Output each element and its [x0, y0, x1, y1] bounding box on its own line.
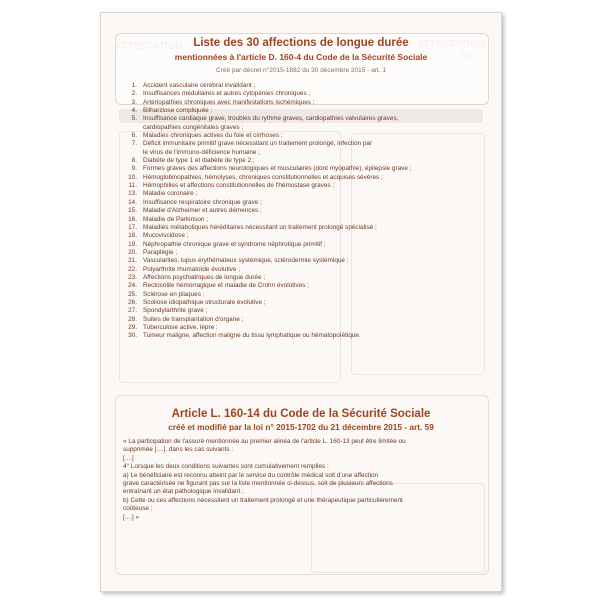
- list-item: [123, 307, 491, 315]
- list-item: [123, 224, 491, 232]
- list-item-text: Rectocolite hémorragique et maladie de Crohn évolutives ;: [143, 282, 309, 290]
- article-line: 4° Lorsque les deux conditions suivantes sont cumulativement remplies :: [123, 463, 329, 471]
- list-item-number: 14.: [128, 198, 137, 206]
- list-item: [123, 316, 491, 324]
- list-item: [123, 257, 491, 265]
- list-item-number: 22.: [128, 265, 137, 273]
- list-item-number: 7.: [131, 140, 137, 148]
- list-item-number: 24.: [128, 282, 137, 290]
- list-item: [123, 149, 491, 157]
- list-item-text: Tumeur maligne, affection maligne du tissu lymphatique ou hématopoïétique.: [143, 332, 361, 340]
- list-item-number: 11.: [128, 182, 137, 190]
- list-item-number: 8.: [131, 157, 137, 165]
- list-item: [123, 132, 491, 140]
- list-item-text: Sclérose en plaques ;: [143, 290, 205, 298]
- list-item-text: Tuberculose active, lèpre ;: [143, 323, 218, 331]
- list-item-number: 25.: [128, 290, 137, 298]
- article-line: [....]: [123, 454, 134, 462]
- list-item: [123, 190, 491, 198]
- list-item: [123, 241, 491, 249]
- list-item-number: 19.: [128, 240, 137, 248]
- list-item-number: 1.: [131, 82, 137, 89]
- article-subtitle: créé et modifié par la loi n° 2015-1702 du 21 décembre 2015 - art. 59: [168, 422, 434, 432]
- decree-reference: Créé par décret n°2015-1882 du 30 décembre 2015 - art. 1: [216, 67, 386, 74]
- article-line: grave caractérisée ne figurant pas sur la liste mentionnée ci-dessus, soit de plusieurs affections: [123, 480, 393, 488]
- list-item-text: Déficit immunitaire primitif grave nécessitant un traitement prolongé, infection par: [143, 140, 373, 148]
- list-item: [123, 207, 491, 215]
- list-item-text: Hémoglobinopathies, hémolyses, chroniques constitutionnelles et acquises sévères ;: [143, 173, 383, 181]
- list-item-text: Néphropathie chronique grave et syndrome néphrotique primitif ;: [143, 240, 326, 248]
- list-item: [123, 324, 491, 332]
- list-item-text: Insuffisance respiratoire chronique grave ;: [143, 198, 262, 206]
- list-item: [123, 299, 491, 307]
- list-item-text: Scoliose idiopathique structurale évolutive ;: [143, 298, 266, 306]
- list-item: [123, 332, 491, 340]
- list-item: [123, 232, 491, 240]
- list-item-text: Hémophilies et affections constitutionnelles de l'hémostase graves ;: [143, 182, 335, 190]
- list-item-text: Maladies chroniques actives du foie et cirrhoses ;: [143, 132, 283, 140]
- article-body: [123, 438, 481, 522]
- list-item-number: 27.: [128, 307, 137, 315]
- list-item-text: Suites de transplantation d'organe ;: [143, 315, 244, 323]
- list-item: [123, 282, 491, 290]
- list-item: [123, 274, 491, 282]
- list-item-number: 16.: [128, 215, 137, 223]
- affections-list: [123, 82, 491, 341]
- list-item-number: 6.: [131, 132, 137, 140]
- list-item: [123, 291, 491, 299]
- article-line: supprimée [....], dans les cas suivants :: [123, 446, 234, 454]
- list-item-text: Accident vasculaire cérébral invalidant ;: [143, 82, 256, 89]
- list-item-text: Insuffisances médullaires et autres cytopénies chroniques ;: [143, 90, 311, 98]
- list-item-number: 10.: [128, 173, 137, 181]
- list-item-text: le virus de l'immuno-déficience humaine ;: [143, 148, 261, 156]
- list-item-number: 3.: [131, 98, 137, 106]
- article-line: coûteuse ;: [123, 505, 153, 513]
- list-item-text: Diabète de type 1 et diabète de type 2 ;: [143, 157, 255, 165]
- article-line: entraînant un état pathologique invalidant ;: [123, 488, 244, 496]
- list-item-number: 29.: [128, 323, 137, 331]
- list-item: [123, 124, 491, 132]
- list-item-number: 15.: [128, 207, 137, 215]
- list-item: [123, 249, 491, 257]
- list-item-number: 26.: [128, 298, 137, 306]
- list-item-number: 20.: [128, 248, 137, 256]
- list-item-number: 18.: [128, 232, 137, 240]
- article-title: Article L. 160-14 du Code de la Sécurité Sociale: [171, 408, 431, 420]
- list-item-text: Maladies métaboliques héréditaires nécessitant un traitement prolongé spécialisé ;: [143, 223, 377, 231]
- list-item-text: Paraplégie ;: [143, 248, 178, 256]
- article-line: a) Le bénéficiaire est reconnu atteint par le service du contrôle médical soit d'une affection: [123, 471, 379, 479]
- article-line: « La participation de l'assuré mentionnée au premier alinéa de l'article L. 160-13 peut être limitée ou: [123, 438, 406, 445]
- list-item-text: Spondylarthrite grave ;: [143, 307, 208, 315]
- list-title: Liste des 30 affections de longue durée: [193, 37, 409, 49]
- list-item-number: 5.: [131, 115, 137, 123]
- list-item-text: Maladie de Parkinson ;: [143, 215, 209, 223]
- list-item-text: Maladie coronaire ;: [143, 190, 198, 198]
- list-item: [123, 90, 491, 98]
- list-item-text: Maladie d'Alzheimer et autres démences ;: [143, 207, 262, 215]
- list-item: [123, 165, 491, 173]
- list-item-text: cardiopathies congénitales graves ;: [143, 123, 244, 131]
- list-item-text: Mucoviscidose ;: [143, 232, 189, 240]
- list-item: [123, 107, 491, 115]
- list-item: [123, 182, 491, 190]
- list-item-text: Vascularites, lupus érythémateux systémique, sclérodermie systémique ;: [143, 257, 349, 265]
- list-item: [123, 140, 491, 148]
- list-item-number: 4.: [131, 107, 137, 115]
- list-item-text: Insuffisance cardiaque grave, troubles du rythme graves, cardiopathies valvulaires graves,: [143, 115, 399, 123]
- list-item: [123, 115, 491, 123]
- list-item: [123, 266, 491, 274]
- list-item-number: 9.: [131, 165, 137, 173]
- list-item-number: 28.: [128, 315, 137, 323]
- list-item: [123, 216, 491, 224]
- document-page: [100, 12, 502, 592]
- article-line: [....] »: [123, 513, 139, 521]
- list-item-number: 2.: [131, 90, 137, 98]
- list-item-number: 17.: [128, 223, 137, 231]
- list-item-text: Polyarthrite rhumatoïde évolutive ;: [143, 265, 240, 273]
- list-item-text: Affections psychiatriques de longue durée ;: [143, 273, 266, 281]
- list-item-number: 23.: [128, 273, 137, 281]
- list-item-number: 30.: [128, 332, 137, 340]
- list-item: [123, 157, 491, 165]
- list-item-text: Formes graves des affections neurologiques et musculaires (dont myopathie), épilepsie grave ;: [143, 165, 412, 173]
- article-line: b) Cette ou ces affections nécessitent un traitement prolongé et une thérapeutique particulièrement: [123, 496, 403, 504]
- list-item-text: Artériopathies chroniques avec manifestations ischémiques ;: [143, 98, 315, 106]
- list-item-number: 21.: [128, 257, 137, 265]
- list-item: [123, 199, 491, 207]
- list-item-text: Bilharziose compliquée ;: [143, 107, 213, 115]
- list-item: [123, 174, 491, 182]
- list-subtitle: mentionnées à l'article D. 160-4 du Code de la Sécurité Sociale: [174, 52, 428, 62]
- list-item: [123, 99, 491, 107]
- list-item-number: 13.: [128, 190, 137, 198]
- list-item: [123, 82, 491, 90]
